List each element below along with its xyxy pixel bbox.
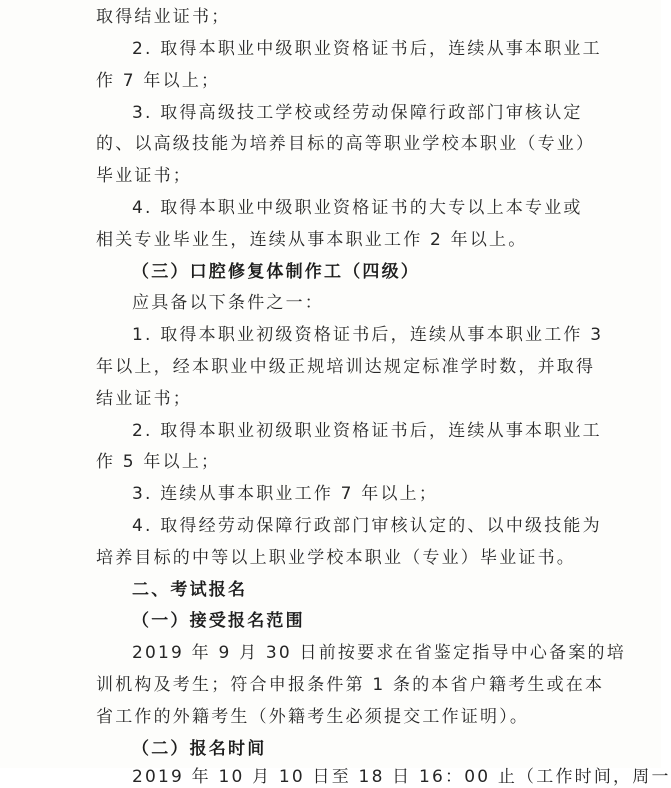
text-line: 2019 年 9 月 30 日前按要求在省鉴定指导中心备案的培	[132, 643, 626, 663]
text-line: 培养目标的中等以上职业学校本职业（专业）毕业证书。	[96, 548, 576, 568]
sub-heading: （三）口腔修复体制作工（四级）	[132, 262, 420, 282]
text-line: 毕业证书；	[96, 166, 192, 186]
text-line: 应具备以下条件之一：	[132, 293, 324, 313]
text-line: 3. 取得高级技工学校或经劳动保障行政部门审核认定	[132, 103, 583, 123]
text-line: 作 5 年以上；	[96, 452, 221, 472]
text-line: 的、以高级技能为培养目标的高等职业学校本职业（专业）	[96, 134, 596, 154]
sub-heading: （二）报名时间	[132, 739, 267, 759]
text-line: 省工作的外籍考生（外籍考生必须提交工作证明）。	[96, 707, 530, 727]
sub-heading: （一）接受报名范围	[132, 611, 305, 631]
section-heading: 二、考试报名	[132, 580, 248, 600]
text-line: 年以上，经本职业中级正规培训达规定标准学时数，并取得	[96, 357, 596, 377]
text-line: 训机构及考生；符合申报条件第 1 条的本省户籍考生或在本	[96, 675, 605, 695]
text-line: 4. 取得本职业中级职业资格证书的大专以上本专业或	[132, 198, 583, 218]
text-line: 结业证书；	[96, 389, 192, 409]
text-line: 1. 取得本职业初级资格证书后，连续从事本职业工作 3	[132, 325, 604, 345]
text-line: 2. 取得本职业中级职业资格证书后，连续从事本职业工	[132, 39, 602, 59]
text-line: 作 7 年以上；	[96, 71, 221, 91]
text-line: 2. 取得本职业初级职业资格证书后，连续从事本职业工	[132, 421, 602, 441]
text-line: 相关专业毕业生，连续从事本职业工作 2 年以上。	[96, 230, 528, 250]
text-line: 4. 取得经劳动保障行政部门审核认定的、以中级技能为	[132, 516, 602, 536]
text-line: 3. 连续从事本职业工作 7 年以上；	[132, 484, 439, 504]
text-line: 取得结业证书；	[96, 7, 231, 27]
text-line: 2019 年 10 月 10 日至 18 日 16：00 止（工作时间，周一	[132, 767, 671, 787]
